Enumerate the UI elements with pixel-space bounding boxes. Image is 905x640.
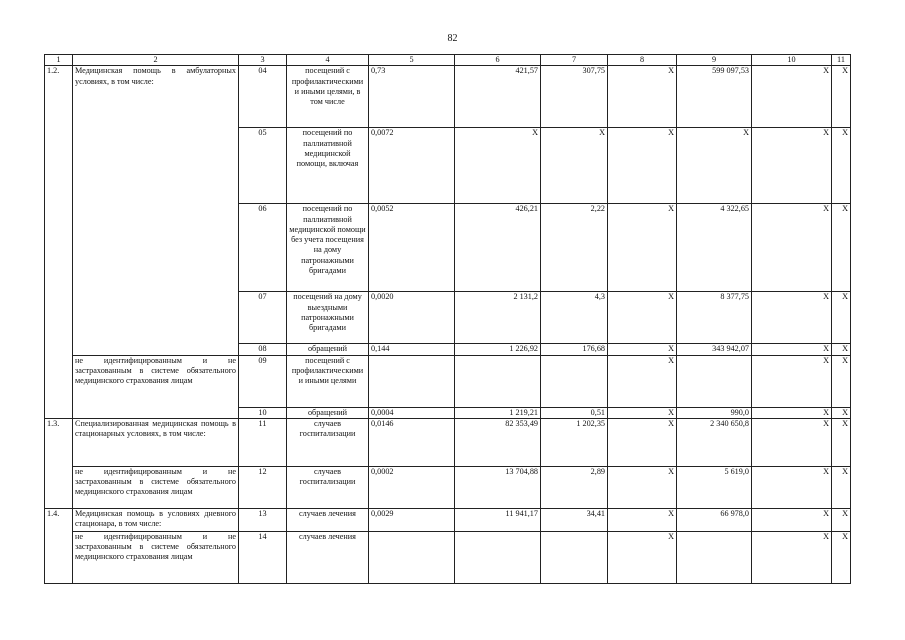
header-cell-6: 6 — [455, 55, 541, 66]
value-col-6: 2 131,2 — [455, 292, 541, 344]
value-col-5 — [369, 531, 455, 583]
header-cell-7: 7 — [541, 55, 608, 66]
value-col-8: X — [608, 355, 677, 407]
value-col-6: 1 219,21 — [455, 407, 541, 418]
value-col-10: X — [752, 407, 832, 418]
header-cell-11: 11 — [832, 55, 851, 66]
measure-unit: случаев госпитализации — [287, 418, 369, 466]
value-col-6: 426,21 — [455, 204, 541, 292]
value-col-6: X — [455, 128, 541, 204]
value-col-5: 0,0020 — [369, 292, 455, 344]
value-col-9: 66 978,0 — [677, 508, 752, 531]
value-col-7: 307,75 — [541, 66, 608, 128]
value-col-9: 8 377,75 — [677, 292, 752, 344]
value-col-11: X — [832, 508, 851, 531]
value-col-6: 1 226,92 — [455, 344, 541, 355]
value-col-7: 0,51 — [541, 407, 608, 418]
row-code: 04 — [239, 66, 287, 128]
value-col-11: X — [832, 466, 851, 508]
page-number: 82 — [447, 33, 458, 44]
header-cell-4: 4 — [287, 55, 369, 66]
value-col-10: X — [752, 418, 832, 466]
value-col-9 — [677, 531, 752, 583]
section-number: 1.2. — [45, 66, 73, 419]
header-cell-1: 1 — [45, 55, 73, 66]
value-col-11: X — [832, 407, 851, 418]
value-col-10: X — [752, 531, 832, 583]
value-col-9 — [677, 355, 752, 407]
value-col-6 — [455, 531, 541, 583]
table-row — [45, 418, 851, 466]
row-code: 12 — [239, 466, 287, 508]
value-col-10: X — [752, 344, 832, 355]
value-col-7: 1 202,35 — [541, 418, 608, 466]
table-row — [45, 355, 851, 407]
value-col-8: X — [608, 407, 677, 418]
value-col-5: 0,73 — [369, 66, 455, 128]
measure-unit: посещений на дому выездными патронажными бригадами — [287, 292, 369, 344]
value-col-8: X — [608, 204, 677, 292]
value-col-8: X — [608, 466, 677, 508]
value-col-7: 176,68 — [541, 344, 608, 355]
value-col-7 — [541, 355, 608, 407]
value-col-10: X — [752, 204, 832, 292]
value-col-9: 2 340 650,8 — [677, 418, 752, 466]
measure-unit: обращений — [287, 407, 369, 418]
value-col-7: X — [541, 128, 608, 204]
value-col-7: 34,41 — [541, 508, 608, 531]
measure-unit: обращений — [287, 344, 369, 355]
value-col-11: X — [832, 355, 851, 407]
value-col-5: 0,144 — [369, 344, 455, 355]
value-col-5: 0,0002 — [369, 466, 455, 508]
value-col-11: X — [832, 128, 851, 204]
section-number: 1.4. — [45, 508, 73, 583]
uninsured-label: не идентифицированным и не застрахованным в системе обязательного медицинского страхования лицам — [73, 531, 239, 583]
section-number: 1.3. — [45, 418, 73, 508]
measure-unit: посещений по паллиативной медицинской помощи без учета посещения на дому патронажными бригадами — [287, 204, 369, 292]
row-code: 05 — [239, 128, 287, 204]
value-col-9: 4 322,65 — [677, 204, 752, 292]
value-col-5: 0,0004 — [369, 407, 455, 418]
section-title: Медицинская помощь в амбулаторных условиях, в том числе: — [73, 66, 239, 355]
value-col-6: 82 353,49 — [455, 418, 541, 466]
row-code: 08 — [239, 344, 287, 355]
value-col-6 — [455, 355, 541, 407]
row-code: 06 — [239, 204, 287, 292]
header-cell-5: 5 — [369, 55, 455, 66]
value-col-9: 5 619,0 — [677, 466, 752, 508]
value-col-5: 0,0072 — [369, 128, 455, 204]
row-code: 13 — [239, 508, 287, 531]
value-col-11: X — [832, 292, 851, 344]
measure-unit: случаев госпитализации — [287, 466, 369, 508]
header-cell-2: 2 — [73, 55, 239, 66]
header-cell-9: 9 — [677, 55, 752, 66]
value-col-10: X — [752, 466, 832, 508]
value-col-5 — [369, 355, 455, 407]
value-col-6: 13 704,88 — [455, 466, 541, 508]
row-code: 14 — [239, 531, 287, 583]
value-col-6: 421,57 — [455, 66, 541, 128]
row-code: 11 — [239, 418, 287, 466]
row-code: 10 — [239, 407, 287, 418]
value-col-7 — [541, 531, 608, 583]
value-col-6: 11 941,17 — [455, 508, 541, 531]
measure-unit: случаев лечения — [287, 508, 369, 531]
value-col-9: 343 942,07 — [677, 344, 752, 355]
value-col-10: X — [752, 355, 832, 407]
value-col-8: X — [608, 418, 677, 466]
indicators-table — [44, 54, 851, 584]
uninsured-label: не идентифицированным и не застрахованным в системе обязательного медицинского страхования лицам — [73, 355, 239, 418]
header-cell-10: 10 — [752, 55, 832, 66]
value-col-10: X — [752, 508, 832, 531]
value-col-5: 0,0029 — [369, 508, 455, 531]
value-col-8: X — [608, 66, 677, 128]
value-col-8: X — [608, 531, 677, 583]
value-col-10: X — [752, 128, 832, 204]
measure-unit: случаев лечения — [287, 531, 369, 583]
header-cell-3: 3 — [239, 55, 287, 66]
table-row — [45, 531, 851, 583]
value-col-5: 0,0052 — [369, 204, 455, 292]
table-row — [45, 508, 851, 531]
value-col-8: X — [608, 292, 677, 344]
value-col-11: X — [832, 204, 851, 292]
value-col-7: 4,3 — [541, 292, 608, 344]
value-col-10: X — [752, 66, 832, 128]
value-col-10: X — [752, 292, 832, 344]
value-col-11: X — [832, 418, 851, 466]
row-code: 09 — [239, 355, 287, 407]
value-col-8: X — [608, 508, 677, 531]
value-col-5: 0,0146 — [369, 418, 455, 466]
table-row — [45, 66, 851, 128]
value-col-9: X — [677, 128, 752, 204]
measure-unit: посещений с профилактическими и иными целями — [287, 355, 369, 407]
section-title: Специализированная медицинская помощь в стационарных условиях, в том числе: — [73, 418, 239, 466]
value-col-11: X — [832, 66, 851, 128]
measure-unit: посещений по паллиативной медицинской помощи, включая — [287, 128, 369, 204]
value-col-9: 990,0 — [677, 407, 752, 418]
value-col-8: X — [608, 128, 677, 204]
table-row — [45, 466, 851, 508]
section-title: Медицинская помощь в условиях дневного стационара, в том числе: — [73, 508, 239, 531]
row-code: 07 — [239, 292, 287, 344]
value-col-8: X — [608, 344, 677, 355]
measure-unit: посещений с профилактическими и иными целями, в том числе — [287, 66, 369, 128]
header-cell-8: 8 — [608, 55, 677, 66]
value-col-7: 2,22 — [541, 204, 608, 292]
value-col-11: X — [832, 531, 851, 583]
value-col-9: 599 097,53 — [677, 66, 752, 128]
value-col-7: 2,89 — [541, 466, 608, 508]
header-row — [45, 55, 851, 66]
value-col-11: X — [832, 344, 851, 355]
uninsured-label: не идентифицированным и не застрахованным в системе обязательного медицинского страхования лицам — [73, 466, 239, 508]
